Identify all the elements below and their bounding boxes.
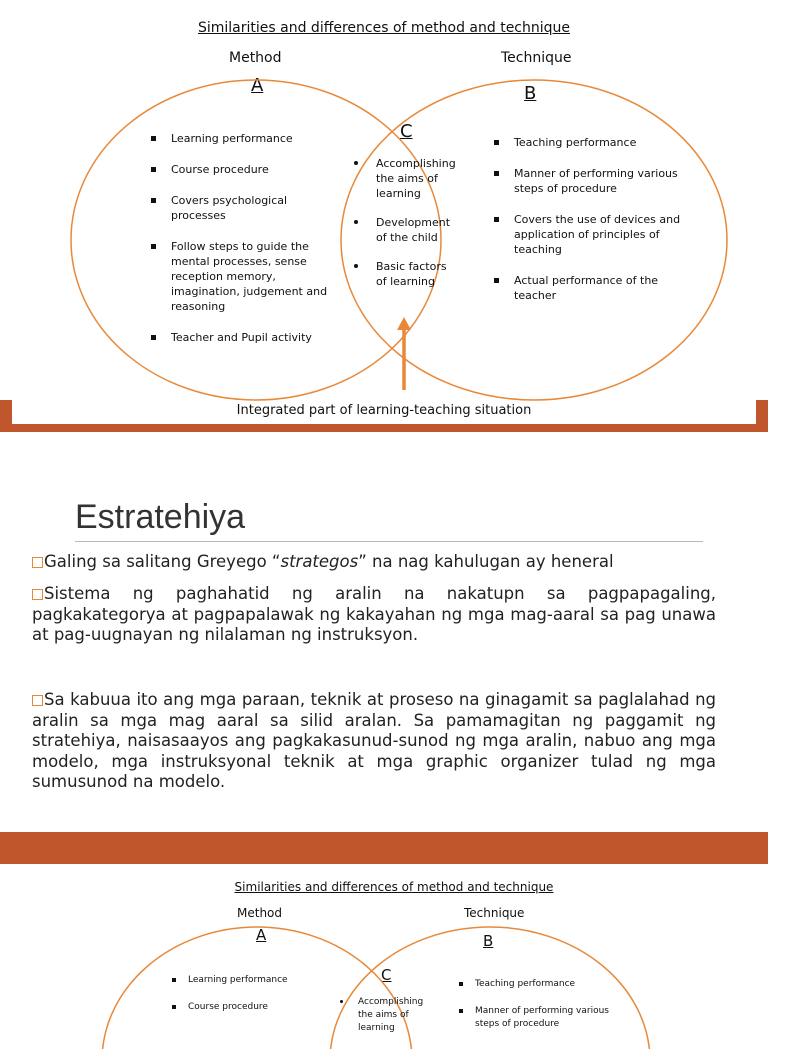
technique-list: [492, 135, 682, 319]
venn-title: Similarities and differences of method and technique: [234, 880, 554, 894]
paragraph-1: Galing sa salitang Greyego “strategos” na nag kahulugan ay heneral: [32, 552, 716, 573]
technique-label: Technique: [501, 50, 572, 66]
list-item: Follow steps to guide the mental processes, sense reception memory, imagination, judgement and reasoning: [149, 239, 339, 314]
technique-list: [457, 978, 617, 1045]
list-item: Course procedure: [170, 1001, 330, 1014]
letter-c: C: [381, 966, 392, 984]
pointer-arrow-head: [397, 317, 411, 330]
list-item: Covers the use of devices and application of principles of teaching: [492, 212, 682, 257]
letter-b: B: [483, 932, 494, 950]
checkbox-bullet-icon: [32, 695, 43, 706]
list-item: Covers psychological processes: [149, 193, 339, 223]
shared-list: [354, 156, 460, 303]
checkbox-bullet-icon: [32, 557, 43, 568]
slide-heading: Estratehiya: [75, 498, 246, 536]
slide-venn-top: [0, 0, 768, 432]
method-list: [149, 131, 339, 361]
letter-c: C: [400, 121, 413, 142]
slide-venn-bottom: [0, 864, 768, 1033]
list-item: Accomplishing the aims of learning: [354, 156, 460, 201]
list-item: Development of the child: [354, 215, 460, 245]
method-label: Method: [229, 50, 282, 66]
list-item: Teacher and Pupil activity: [149, 330, 339, 345]
paragraph-3: Sa kabuua ito ang mga paraan, teknik at proseso na ginagamit sa paglalahad ng aralin sa mga mag aaral sa silid aralan. Sa pamamagitan ng paggamit ng stratehiya, naisasaayos ang pagkakasunud-sunod ng mga aralin, nabuo ang mga modelo, mga instruksyonal teknik at mga graphic organizer tulad ng mga sumusunod na modelo.: [32, 690, 716, 791]
paragraph-2: Sistema ng paghahatid ng aralin na nakatupn sa pagpapagaling, pagkakategorya at pagpapalawak ng kakayahan ng mga mag-aaral sa pag unawa at pag-uugnayan ng nilalaman ng instruksyon.: [32, 584, 716, 644]
slide-estratehiya: [0, 432, 768, 832]
list-item: Teaching performance: [457, 978, 617, 991]
list-item: Actual performance of the teacher: [492, 273, 682, 303]
list-item: Accomplishing the aims of learning: [340, 996, 432, 1035]
letter-a: A: [256, 926, 267, 944]
shared-list: [340, 996, 432, 1049]
letter-a: A: [251, 75, 264, 96]
list-item: Manner of performing various steps of procedure: [492, 166, 682, 196]
list-item: Teaching performance: [492, 135, 682, 150]
checkbox-bullet-icon: [32, 589, 43, 600]
technique-label: Technique: [464, 906, 525, 920]
venn-title: Similarities and differences of method and technique: [197, 20, 571, 36]
heading-divider: [75, 541, 703, 542]
method-list: [170, 974, 330, 1028]
integrated-caption: Integrated part of learning-teaching situation: [236, 403, 532, 418]
method-label: Method: [237, 906, 283, 920]
list-item: Course procedure: [149, 162, 339, 177]
list-item: Learning performance: [170, 974, 330, 987]
accent-bar-bottom: [0, 424, 768, 432]
list-item: Basic factors of learning: [354, 259, 460, 289]
accent-band: [0, 832, 768, 864]
letter-b: B: [524, 83, 537, 104]
list-item: Learning performance: [149, 131, 339, 146]
list-item: Manner of performing various steps of procedure: [457, 1005, 617, 1031]
